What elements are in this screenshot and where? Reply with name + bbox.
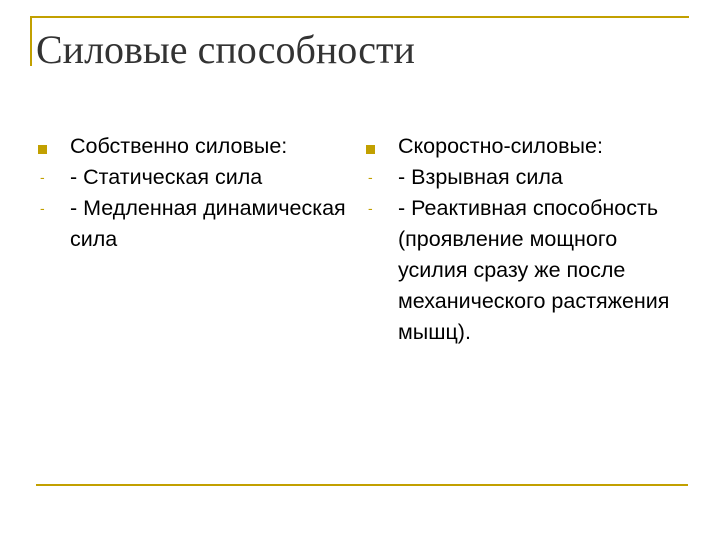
list-item-text: - Статическая сила	[70, 165, 263, 189]
dash-bullet-icon: -	[368, 200, 373, 216]
list-item-text: - Реактивная способность (проявление мощного усилия сразу же после механического растяжения мышц).	[398, 196, 670, 344]
dash-bullet-icon: -	[40, 200, 45, 216]
list-item	[36, 131, 346, 162]
right-bullet-list	[364, 131, 684, 348]
list-item	[364, 131, 684, 162]
left-bullet-list	[36, 131, 346, 255]
slide-title: Силовые способности	[36, 27, 415, 72]
list-item-text: - Взрывная сила	[398, 165, 563, 189]
list-item	[364, 193, 684, 348]
square-bullet-icon	[36, 131, 50, 162]
bottom-divider	[36, 484, 688, 486]
list-item-text: Собственно силовые:	[70, 134, 288, 158]
square-bullet-icon	[364, 131, 378, 162]
left-divider	[30, 16, 32, 66]
list-item	[36, 162, 346, 193]
dash-bullet-icon: -	[40, 169, 45, 185]
top-divider	[30, 16, 689, 18]
list-item-text: - Медленная динамическая сила	[70, 196, 346, 251]
list-item	[36, 193, 346, 255]
dash-bullet-icon: -	[368, 169, 373, 185]
list-item	[364, 162, 684, 193]
list-item-text: Скоростно-силовые:	[398, 134, 603, 158]
